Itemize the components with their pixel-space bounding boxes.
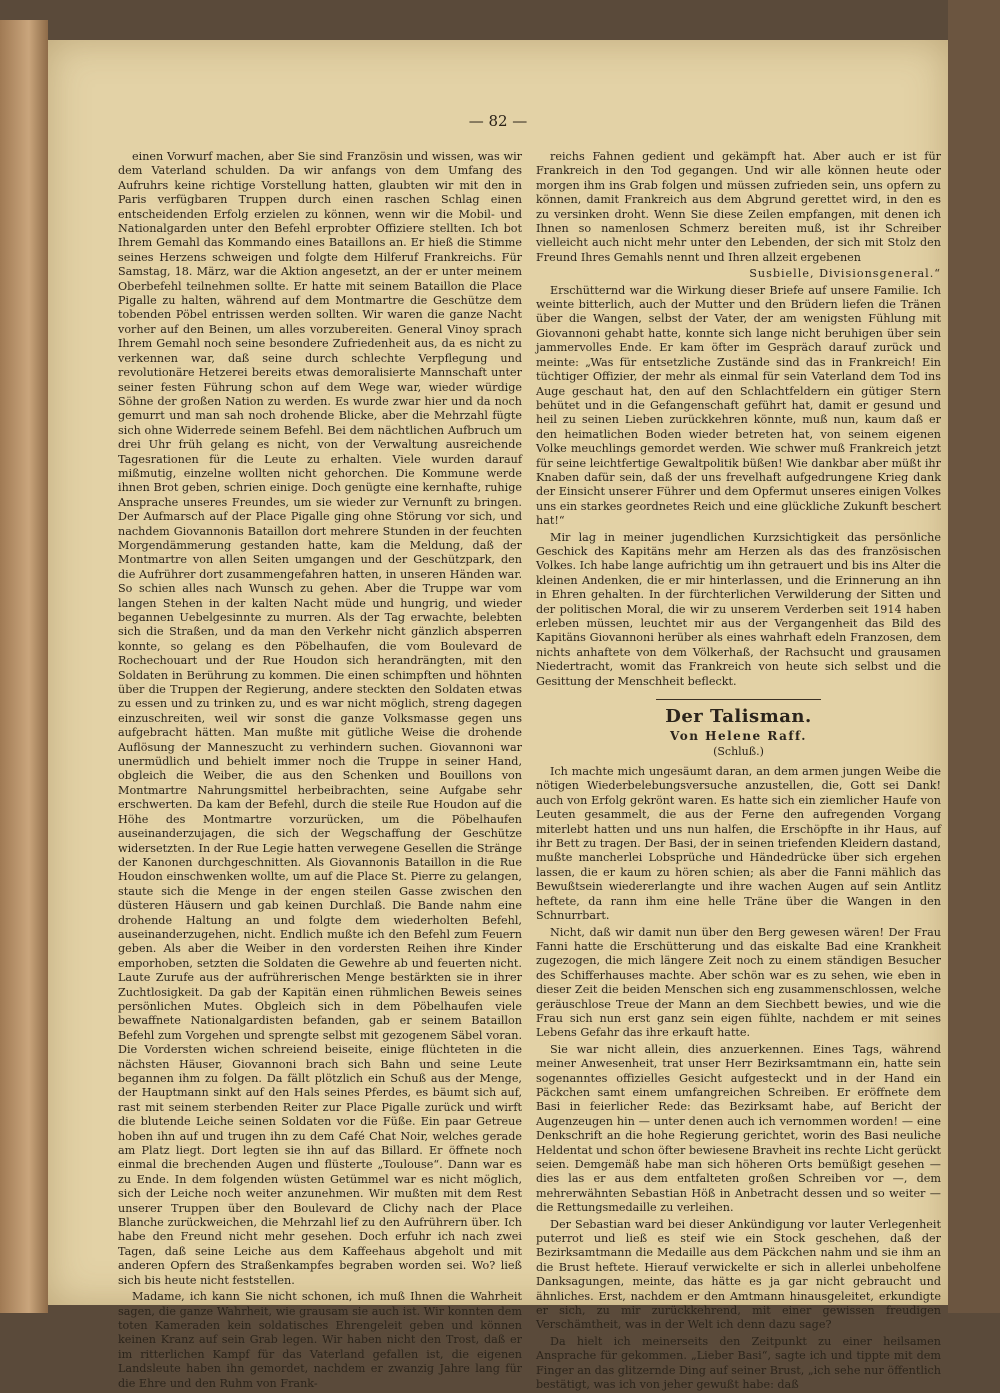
right-paragraph: Erschütternd war die Wirkung dieser Briefe auf unsere Familie. Ich weinte bitterlich, auch der Mutter und den Brüdern liefen die Tränen über die Wangen, selbst der Vater, der am wenigsten Fühlung mit Giovannoni gehabt hatte, konnte sich lange nicht beruhigen über sein jammervolles Ende. Er kam öfter im Gespräch darauf zurück und meinte: „Was für entsetzliche Zustände sind das in Frankreich! Ein tüchtiger Offizier, der mehr als einmal für sein Vaterland dem Tod ins Auge geschaut hat, den auf den Schlachtfeldern ein gütiger Stern behütet und in die Gefangenschaft geführt hat, damit er gesund und heil zu seinen Lieben zurückkehren könnte, muß nun, kaum daß er den heimatlichen Boden wieder betreten hat, von seinem eigenen Volke meuchlings gemordet werden. Wie schwer muß Frankreich jetzt für seine leichtfertige Gewaltpolitik büßen! Wie dankbar aber müßt ihr Knaben dafür sein, daß der uns frevelhaft aufgedrungene Krieg dank der Einsicht unserer Führer und dem Opfermut unseres einigen Volkes uns ein starkes geordnetes Reich und eine glückliche Zukunft beschert hat!“ <box>536 283 941 528</box>
story-paragraph: Sie war nicht allein, dies anzuerkennen. Eines Tags, während meiner Anwesenheit, trat unser Herr Bezirksamtmann ein, hatte sein sogenanntes offizielles Gesicht aufgesteckt und in der Hand ein Päckchen samt einem umfangreichen Schreiben. Er eröffnete dem Basi in feierlicher Rede: das Bezirksamt habe, auf Bericht der Augenzeugen hin — unter denen auch ich vernommen worden! — eine Denkschrift an die hohe Regierung gerichtet, worin des Basi neuliche Heldentat und schon öfter bewiesene Bravheit ins rechte Licht gerückt seien. Demgemäß habe man sich höheren Orts bemüßigt gesehen — dies las er aus dem entfalteten großen Schreiben vor —, dem mehrerwähnten Sebastian Höß in Anbetracht dessen und so weiter — die Rettungsmedaille zu verleihen. <box>536 1042 941 1215</box>
story-paragraph: Der Sebastian ward bei dieser Ankündigung vor lauter Verlegenheit puterrot und ließ es steif wie ein Stock geschehen, daß der Bezirksamtmann die Medaille aus dem Päckchen nahm und sie ihm an die Brust heftete. Hierauf verwickelte er sich in allerlei unbeholfene Danksagungen, meinte, das hätte es ja gar nicht gebraucht und ähnliches. Erst, nachdem er den Amtmann hinausgeleitet, erkundigte er sich, zu mir zurückkehrend, mit einer gewissen freudigen Verschämtheit, was in der Welt ich denn dazu sage? <box>536 1217 941 1332</box>
right-paragraph: reichs Fahnen gedient und gekämpft hat. Aber auch er ist für Frankreich in den Tod gegangen. Und wir alle können heute oder morgen ihm ins Grab folgen und müssen zufrieden sein, uns opfern zu können, damit Frankreich aus dem Abgrund gerettet wird, in den es zu versinken droht. Wenn Sie diese Zeilen empfangen, mit denen ich Ihnen so namenlosen Schmerz bereiten muß, ist ihr Schreiber vielleicht auch nicht mehr unter den Lebenden, der sich mit Stolz den Freund Ihres Gemahls nennt und Ihren allzeit ergebenen <box>536 150 941 264</box>
section-divider <box>656 699 821 700</box>
story-paragraph: Nicht, daß wir damit nun über den Berg gewesen wären! Der Frau Fanni hatte die Erschütterung und das eiskalte Bad eine Krankheit zugezogen, die mich längere Zeit noch zu einem ständigen Besucher des Schifferhauses machte. Aber schön war es zu sehen, wie eben in dieser Zeit die beiden Menschen sich eng zusammenschlossen, welche geräuschlose Treue der Mann an dem Siechbett bewies, und wie die Frau sich nun erst ganz sein eigen fühlte, nachdem er mit seines Lebens Gefahr das ihre erkauft hatte. <box>536 925 941 1040</box>
left-paragraph: einen Vorwurf machen, aber Sie sind Französin und wissen, was wir dem Vaterland schulden. Da wir anfangs von dem Umfang des Aufruhrs keine richtige Vorstellung hatten, glaubten wir mit den in Paris verfügbaren Truppen durch einen raschen Schlag einen entscheidenden Erfolg erzielen zu können, wenn wir die Mobil- und Nationalgarden unter den Befehl erprobter Offiziere stellten. Ich bot Ihrem Gemahl das Kommando eines Bataillons an. Er hieß die Stimme seines Herzens schweigen und folgte dem Hilferuf Frankreichs. Für Samstag, 18. März, war die Aktion angesetzt, an der er unter meinem Oberbefehl teilnehmen sollte. Er hatte mit seinem Bataillon die Place Pigalle zu halten, während auf dem Montmartre die Geschütze dem tobenden Pöbel entrissen werden sollten. Wir waren die ganze Nacht vorher auf den Beinen, um alles vorzubereiten. General Vinoy sprach Ihrem Gemahl noch seine besondere Zufriedenheit aus, da es nicht zu verkennen war, daß seine durch schlechte Verpflegung und revolutionäre Hetzerei bereits etwas demoralisierte Mannschaft unter seiner festen Führung schon auf dem Wege war, wieder würdige Söhne der großen Nation zu werden. Es wurde zwar hier und da noch gemurrt und man sah noch drohende Blicke, aber die Mehrzahl fügte sich ohne Widerrede seinem Befehl. Bei dem nächtlichen Aufbruch um drei Uhr früh gelang es nicht, von der Verwaltung ausreichende Tagesrationen für die Leute zu erhalten. Viele wurden darauf mißmutig, einzelne wollten nicht gehorchen. Die Kommune werde ihnen Brot geben, schrien einige. Doch genügte eine kernhafte, ruhige Ansprache unseres Freundes, um sie wieder zur Vernunft zu bringen. Der Aufmarsch auf der Place Pigalle ging ohne Störung vor sich, und nachdem Giovannonis Bataillon dort mehrere Stunden in der feuchten Morgendämmerung gestanden hatte, kam die Meldung, daß der Montmartre von allen Seiten umgangen und der Geschützpark, den die Aufrührer dort zusammengefahren hatten, in unseren Händen war. So schien alles nach Wunsch zu gehen. Aber die Truppe war vom langen Stehen in der kalten Nacht müde und hungrig, und wieder begannen Uebelgesinnte zu murren. Als der Tag erwachte, belebten sich die Straßen, und da man den Verkehr nicht gänzlich absperren konnte, so gelang es den Pöbelhaufen, die vom Boulevard de Rochechouart und der Rue Houdon sich herandrängten, mit den Soldaten in Berührung zu kommen. Die einen schimpften und höhnten über die Truppen der Regierung, andere steckten den Soldaten etwas zu essen und zu trinken zu, und es war nicht möglich, streng dagegen einzuschreiten, weil wir sonst die ganze Volksmasse gegen uns aufgebracht hätten. Man mußte mit gütliche Weise die drohende Auflösung der Manneszucht zu verhindern suchen. Giovannoni war unermüdlich und behielt immer noch die Truppe in seiner Hand, obgleich die Weiber, die aus den Schenken und Bouillons von Montmartre Nahrungsmittel herbeibrachten, seine Aufgabe sehr erschwerten. Da kam der Befehl, durch die steile Rue Houdon auf die Höhe des Montmartre vorzurücken, um die Pöbelhaufen auseinanderzujagen, die sich der Wegschaffung der Geschütze widersetzten. In der Rue Legie hatten verwegene Gesellen die Stränge der Kanonen durchgeschnitten. Als Giovannonis Bataillon in die Rue Houdon einschwenken wollte, um auf die Place St. Pierre zu gelangen, staute sich die Menge in der engen steilen Gasse zwischen den düsteren Häusern und gab keinen Durchlaß. Die Bande nahm eine drohende Haltung an und folgte dem wiederholten Befehl, auseinanderzugehen, nicht. Endlich mußte ich den Befehl zum Feuern geben. Als aber die Weiber in den vordersten Reihen ihre Kinder emporhoben, setzten die Soldaten die Gewehre ab und feuerten nicht. Laute Zurufe aus der aufrührerischen Menge bestärkten sie in ihrer Zuchtlosigkeit. Da gab der Kapitän einen rühmlichen Beweis seines persönlichen Mutes. Obgleich sich in dem Pöbelhaufen viele bewaffnete Nationalgardisten befanden, gab er seinem Bataillon Befehl zum Vorgehen und sprengte selbst mit gezogenem Säbel voran. Die Vordersten wichen schreiend beiseite, einige flüchteten in die nächsten Häuser, Giovannoni brach sich Bahn und seine Leute begannen ihm zu folgen. Da fällt plötzlich ein Schuß aus der Menge, der Hauptmann sinkt auf den Hals seines Pferdes, es bäumt sich auf, rast mit seinem sterbenden Reiter zur Place Pigalle zurück und wirft die blutende Leiche seinen Soldaten vor die Füße. Ein paar Getreue hoben ihn auf und trugen ihn zu dem Café Chat Noir, welches gerade am Platz liegt. Dort legten sie ihn auf das Billard. Er öffnete noch einmal die brechenden Augen und flüsterte „Toulouse“. Dann war es zu Ende. In dem folgenden wüsten Getümmel war es nicht möglich, sich der Leiche noch weiter anzunehmen. Wir mußten mit dem Rest unserer Truppen über den Boulevard de Clichy nach der Place Blanche zurückweichen, die Mehrzahl lief zu den Aufrührern über. Ich habe den Freund nicht mehr gesehen. Doch erfuhr ich nach zwei Tagen, daß seine Leiche aus dem Kaffeehaus abgeholt und mit anderen Opfern des Straßenkampfes begraben worden sei. Wo? ließ sich bis heute nicht feststellen. <box>118 150 522 1287</box>
page-edge-background <box>948 0 1000 1313</box>
story-title: Der Talisman. <box>665 706 812 728</box>
newspaper-page <box>48 40 948 1392</box>
book-binding <box>0 20 48 1313</box>
story-byline: Von Helene Raff. <box>670 729 807 744</box>
story-continuation-note: (Schluß.) <box>713 745 764 759</box>
right-column <box>536 150 941 1392</box>
right-paragraph: Mir lag in meiner jugendlichen Kurzsichtigkeit das persönliche Geschick des Kapitäns mehr am Herzen als das des französischen Volkes. Ich habe lange aufrichtig um ihn getrauert und bis ins Alter die kleinen Andenken, die er mir hinterlassen, und die Erinnerung an ihn in Ehren gehalten. In der fürchterlichen Verwilderung der Sitten und der politischen Moral, die wir zu unserem Verderben seit 1914 haben erleben müssen, leuchtet mir aus der Vergangenheit das Bild des Kapitäns Giovannoni herüber als eines wahrhaft edeln Franzosen, dem nichts anhaftete von dem Völkerhaß, der Rachsucht und grausamen Niedertracht, womit das Frankreich von heute sich selbst und die Gesittung der Menschheit befleckt. <box>536 530 941 688</box>
left-column <box>118 150 522 1390</box>
story-paragraph: Da hielt ich meinerseits den Zeitpunkt zu einer heilsamen Ansprache für gekommen. „Lieber Basi“, sagte ich und tippte mit dem Finger an das glitzernde Ding auf seiner Brust, „ich sehe nur öffentlich bestätigt, was ich von jeher gewußt habe: daß <box>536 1334 941 1392</box>
story-paragraph: Ich machte mich ungesäumt daran, an dem armen jungen Weibe die nötigen Wiederbelebungsversuche anzustellen, die, Gott sei Dank! auch von Erfolg gekrönt waren. Es hatte sich ein ziemlicher Haufe von Leuten gesammelt, die aus der Ferne den aufregenden Vorgang miterlebt hatten und uns nun halfen, die Erschöpfte in ihr Haus, auf ihr Bett zu tragen. Der Basi, der in seinen triefenden Kleidern dastand, mußte mancherlei Lobsprüche und Händedrücke über sich ergehen lassen, die er kaum zu hören schien; als aber die Fanni mählich das Bewußtsein wiedererlangte und ihre wachen Augen auf sein Antlitz heftete, da rann ihm eine helle Träne über die Wangen in den Schnurrbart. <box>536 765 941 923</box>
letter-signature: Susbielle, Divisionsgeneral.“ <box>749 267 941 281</box>
page-number: — 82 — <box>468 112 528 130</box>
left-paragraph: Madame, ich kann Sie nicht schonen, ich muß Ihnen die Wahrheit sagen, die ganze Wahrheit, wie grausam sie auch ist. Wir konnten dem toten Kameraden kein soldatisches Ehrengeleit geben und können keinen Kranz auf sein Grab legen. Wir haben nicht den Trost, daß er im ritterlichen Kampf für das Vaterland gefallen ist, die eigenen Landsleute haben ihn gemordet, nachdem er zwanzig Jahre lang für die Ehre und den Ruhm von Frank- <box>118 1290 522 1390</box>
